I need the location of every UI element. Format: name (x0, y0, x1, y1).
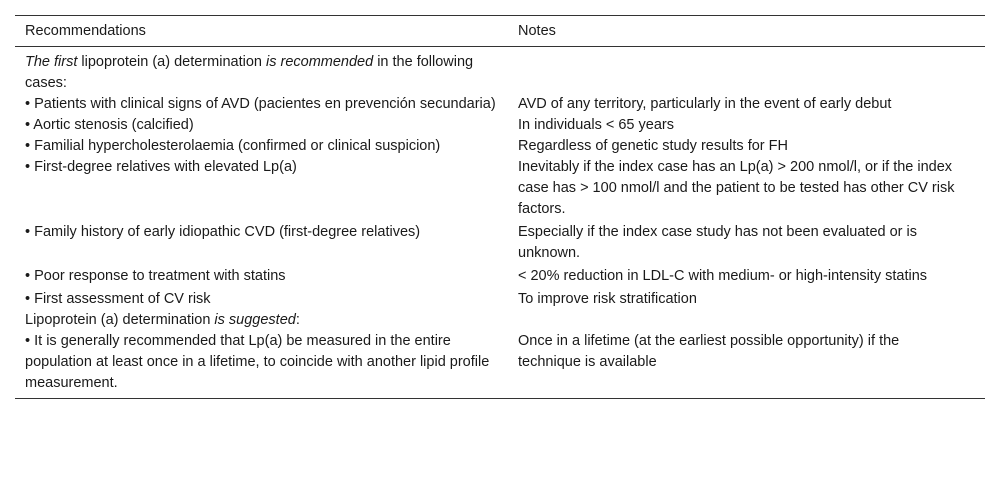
table-row (15, 136, 985, 157)
intro-cases: in the following cases: (25, 54, 474, 91)
recommendation-cell: • Poor response to treatment with statins (25, 268, 286, 284)
intro-text: lipoprotein (a) determination (77, 54, 266, 70)
table-row (15, 331, 985, 394)
table-bottom-rule (15, 398, 985, 399)
note-cell: In individuals < 65 years (518, 117, 674, 133)
intro2-suggested: is suggested (214, 312, 296, 328)
table-row (15, 222, 985, 264)
note-cell: To improve risk stratification (518, 291, 697, 307)
note-cell: Regardless of genetic study results for FH (518, 138, 788, 154)
section-intro-suggested (15, 310, 985, 331)
note-cell: AVD of any territory, particularly in the event of early debut (518, 96, 892, 112)
section-intro-recommended (15, 52, 985, 94)
note-cell: < 20% reduction in LDL-C with medium- or high-intensity statins (518, 268, 928, 284)
recommendation-cell: • Family history of early idiopathic CVD (first-degree relatives) (25, 224, 421, 240)
recommendation-cell: • First assessment of CV risk (25, 291, 211, 307)
header-notes: Notes (518, 23, 556, 39)
recommendation-cell: • It is generally recommended that Lp(a) be measured in the entire population at least once in a lifetime, to coincide with another lipid profile measurement. (25, 333, 490, 391)
note-cell: Inevitably if the index case has an Lp(a) > 200 nmol/l, or if the index case has > 100 nmol/l and the patient to be tested has other CV risk factors. (518, 159, 955, 217)
table-body (15, 47, 985, 398)
intro-first: The first (25, 54, 78, 70)
header-recommendations: Recommendations (25, 23, 146, 39)
table-row (15, 115, 985, 136)
recommendation-cell: • Aortic stenosis (calcified) (25, 117, 194, 133)
table-row (15, 289, 985, 310)
table-row (15, 266, 985, 287)
intro2-colon: : (295, 312, 300, 328)
table-row (15, 157, 985, 220)
table-row (15, 94, 985, 115)
intro2-text: Lipoprotein (a) determination (25, 312, 215, 328)
note-cell: Once in a lifetime (at the earliest possible opportunity) if the technique is available (518, 333, 900, 370)
note-cell: Especially if the index case study has not been evaluated or is unknown. (518, 224, 917, 261)
recommendations-table (15, 15, 985, 399)
recommendation-cell: • First-degree relatives with elevated Lp(a) (25, 159, 297, 175)
intro-recommended: is recommended (265, 54, 374, 70)
recommendation-cell: • Patients with clinical signs of AVD (pacientes en prevención secundaria) (25, 96, 496, 112)
table-header (15, 16, 985, 46)
recommendation-cell: • Familial hypercholesterolaemia (confirmed or clinical suspicion) (25, 138, 441, 154)
